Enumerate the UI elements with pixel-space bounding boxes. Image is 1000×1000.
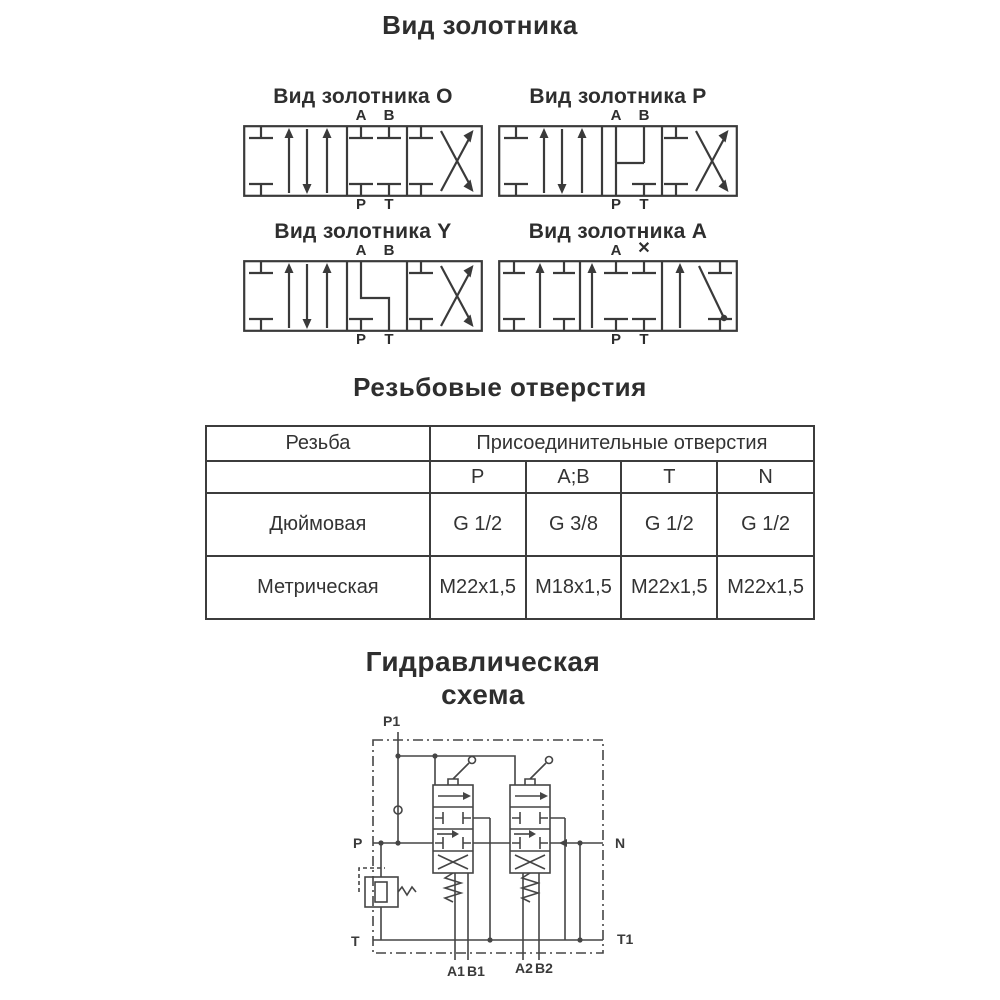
port-label-p: P [355, 196, 367, 213]
right-arrow-icon [529, 830, 536, 838]
empty-cell [206, 461, 430, 493]
spool-a-bottom-ports [498, 332, 738, 349]
row-label: Дюймовая [206, 493, 430, 556]
junction-dot [487, 937, 492, 942]
blocked-ports-left [249, 261, 273, 331]
label-b2: B2 [535, 960, 553, 976]
right-arrow-icon [540, 792, 548, 800]
cell: G 3/8 [526, 493, 622, 556]
thread-table [205, 425, 815, 620]
spool-a-title: Вид золотника A [528, 220, 708, 243]
junction-dot [432, 753, 437, 758]
up-arrow-icon [676, 263, 685, 273]
up-arrow-icon [285, 128, 294, 138]
valve-body [244, 261, 482, 331]
spool-y-bottom-ports [243, 332, 483, 349]
label-a2: A2 [515, 960, 533, 976]
label-t1: T1 [617, 931, 634, 947]
spool-diagram-y [243, 260, 483, 332]
table-header-row [206, 426, 814, 461]
spool-o-title: Вид золотника O [273, 85, 453, 108]
hydraulic-schema-diagram [345, 710, 655, 1000]
port-label-b: B [383, 242, 395, 259]
cell: M22x1,5 [430, 556, 526, 619]
cell: G 1/2 [430, 493, 526, 556]
up-arrow-icon [588, 263, 597, 273]
up-arrow-icon [323, 263, 332, 273]
right-arrow-icon [452, 830, 459, 838]
table-port-header-row [206, 461, 814, 493]
flow-lines [544, 129, 582, 193]
spool-diagram-p [498, 125, 738, 197]
relief-spring-icon [398, 887, 416, 895]
label-n: N [615, 835, 626, 851]
port-header-p: P [430, 461, 526, 493]
position-dividers [347, 126, 407, 196]
junction-dot [721, 315, 727, 321]
port-label-p: P [610, 331, 622, 348]
spool-o-bottom-ports [243, 197, 483, 214]
blocked-ports-right [708, 261, 732, 331]
thread-table-title: Резьбовые отверстия [353, 372, 647, 402]
port-label-t: T [384, 331, 394, 348]
blocked-ports [435, 812, 471, 824]
blocked-ports [512, 812, 548, 824]
spool-o-top-ports [243, 108, 483, 125]
spool-p-title: Вид золотника P [529, 85, 707, 108]
junction-dot [395, 840, 400, 845]
label-p1: P1 [383, 713, 401, 729]
row-label: Метрическая [206, 556, 430, 619]
spring-icon [445, 873, 461, 902]
cell: M22x1,5 [621, 556, 717, 619]
schema-title-line1: Гидравлическая [365, 646, 601, 677]
port-label-t: T [639, 196, 649, 213]
up-arrow-icon [536, 263, 545, 273]
spool-diagram-a [498, 260, 738, 332]
cell: M18x1,5 [526, 556, 622, 619]
schema-title [0, 645, 966, 711]
blocked-ports-left [249, 126, 273, 196]
cell: G 1/2 [717, 493, 814, 556]
port-label-a: A [610, 242, 622, 259]
port-label-p: P [355, 331, 367, 348]
crossed-flow-lines [438, 855, 468, 869]
valve-body [244, 126, 482, 196]
down-arrow-icon [558, 184, 567, 194]
crossed-flow-lines [696, 131, 725, 191]
schema-title-line2: схема [441, 679, 525, 710]
corner-header-cell: Резьба [206, 426, 430, 461]
spool-p-top-ports [498, 108, 738, 125]
blocked-ports-neutral [604, 261, 656, 331]
spool-a-top-ports [498, 240, 738, 260]
spring-icon [522, 873, 538, 902]
spool-y-top-ports [243, 243, 483, 260]
crossed-flow-lines [441, 131, 470, 191]
blocked-ports [512, 837, 548, 849]
down-arrow-icon [303, 184, 312, 194]
flow-lines [289, 129, 327, 193]
label-b1: B1 [467, 963, 485, 979]
neutral-connections [349, 261, 389, 331]
crossed-flow-lines [441, 266, 470, 326]
valve-section-2 [510, 757, 553, 903]
group-header-cell: Присоединительные отверстия [430, 426, 814, 461]
port-label-a: A [355, 107, 367, 124]
label-p: P [353, 835, 363, 851]
plugged-port-icon: ✕ [637, 240, 651, 257]
port-label-p: P [610, 196, 622, 213]
port-header-ab: A;B [526, 461, 622, 493]
right-arrow-icon [463, 792, 471, 800]
spool-block-o [243, 85, 483, 214]
port-header-n: N [717, 461, 814, 493]
spool-p-bottom-ports [498, 197, 738, 214]
flow-lines [289, 264, 327, 328]
up-arrow-icon [578, 128, 587, 138]
lever-knob [469, 757, 476, 764]
label-a1: A1 [447, 963, 465, 979]
blocked-ports-right [409, 126, 433, 196]
spool-diagram-o [243, 125, 483, 197]
block-boundary [373, 740, 603, 953]
blocked-ports-right [664, 126, 688, 196]
blocked-ports-neutral [349, 126, 401, 196]
junction-dot [577, 937, 582, 942]
valve1-cells [433, 807, 473, 851]
up-arrow-icon [285, 263, 294, 273]
valve2-cells [510, 807, 550, 851]
down-arrow-icon [303, 319, 312, 329]
junction-dot [395, 753, 400, 758]
port-label-a: A [610, 107, 622, 124]
blocked-ports-left [504, 126, 528, 196]
label-t: T [351, 933, 360, 949]
spool-y-title: Вид золотника Y [274, 220, 452, 243]
cell: G 1/2 [621, 493, 717, 556]
crossed-flow-lines [515, 855, 545, 869]
spool-block-a [498, 220, 738, 349]
spool-block-p [498, 85, 738, 214]
port-header-t: T [621, 461, 717, 493]
blocked-ports-right [409, 261, 433, 331]
position-dividers [602, 126, 662, 196]
port-label-b: B [638, 107, 650, 124]
table-row [206, 556, 814, 619]
relief-valve-element [375, 882, 387, 902]
port-label-t: T [384, 196, 394, 213]
port-label-a: A [355, 242, 367, 259]
up-arrow-icon [323, 128, 332, 138]
lever-icon [525, 763, 546, 785]
lever-knob [546, 757, 553, 764]
spool-block-y [243, 220, 483, 349]
valve-body [499, 126, 737, 196]
position-dividers [347, 261, 407, 331]
port-label-b: B [383, 107, 395, 124]
neutral-connections [616, 126, 656, 196]
port-label-t: T [639, 331, 649, 348]
carryover-lines [398, 756, 515, 785]
table-row [206, 493, 814, 556]
page-title: Вид золотника [382, 10, 578, 40]
lever-icon [448, 763, 469, 785]
blocked-ports [435, 837, 471, 849]
cell: M22x1,5 [717, 556, 814, 619]
up-arrow-icon [540, 128, 549, 138]
